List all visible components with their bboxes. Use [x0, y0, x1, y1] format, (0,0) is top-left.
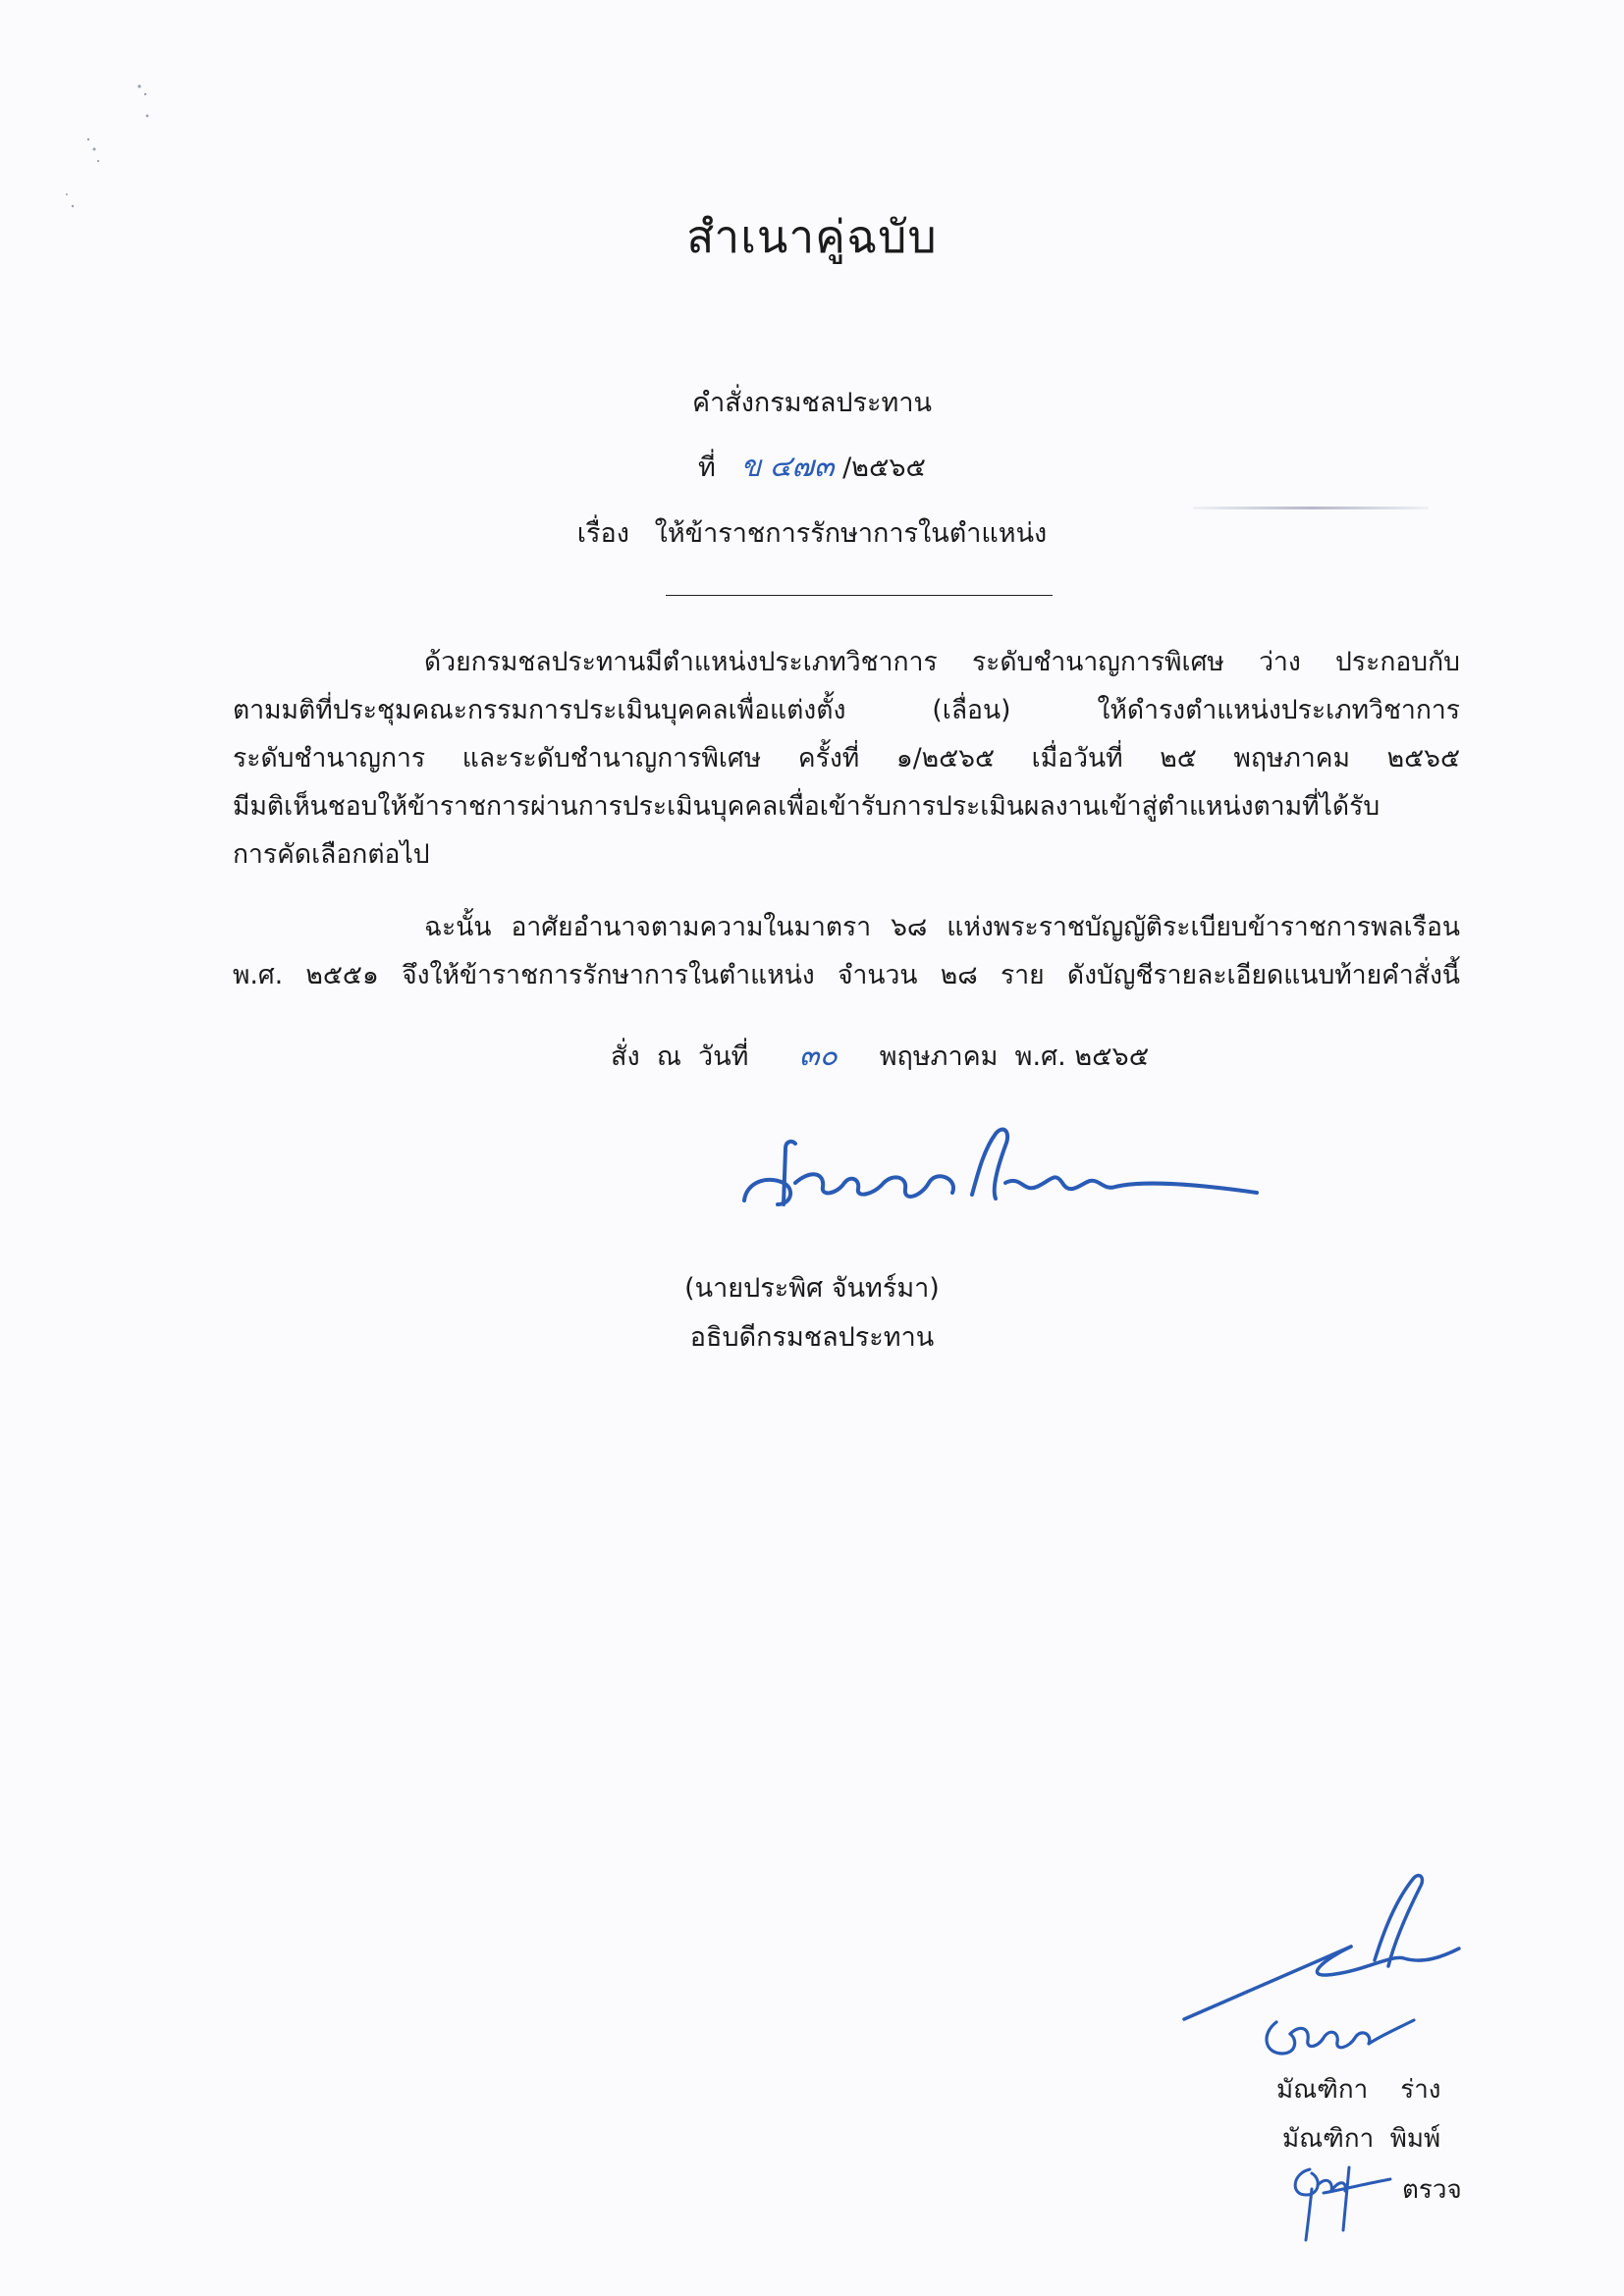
order-number-value: ๔๗๓ — [769, 450, 835, 484]
typist-initial-text: มัณฑิกา พิมพ์ — [1282, 2124, 1441, 2154]
checker-initial-signature — [1284, 2160, 1392, 2248]
scan-smudge — [1193, 507, 1429, 509]
subject-label: เรื่อง — [576, 518, 629, 549]
paragraph-1-line: การคัดเลือกต่อไป — [233, 839, 430, 870]
issuer-line: คำสั่งกรมชลประทาน — [692, 388, 932, 418]
paragraph-2-line: พ.ศ. ๒๕๕๑ จึงให้ข้าราชการรักษาการในตำแหน่ง จำนวน ๒๘ ราย ดังบัญชีรายละเอียดแนบท้ายคำสั่งนี้ — [233, 960, 1460, 990]
subject-text: ให้ข้าราชการรักษาการในตำแหน่ง — [654, 518, 1048, 549]
paragraph-1-line: ด้วยกรมชลประทานมีตำแหน่งประเภทวิชาการ ระดับชำนาญการพิเศษ ว่าง ประกอบกับ — [424, 647, 1460, 677]
scan-speckle — [59, 79, 177, 275]
drafter-initial-text: มัณฑิกา ร่าง — [1276, 2075, 1441, 2105]
order-number-year: /๒๕๖๕ — [842, 453, 926, 483]
order-date-prefix: สั่ง ณ วันที่ — [611, 1041, 749, 1072]
order-date-month-year: พฤษภาคม พ.ศ. ๒๕๖๕ — [879, 1041, 1150, 1072]
order-number-letter: ข — [740, 450, 762, 484]
order-date-day: ๓๐ — [798, 1039, 838, 1073]
subject-divider — [666, 595, 1053, 596]
drafter-initial-signature — [1257, 2002, 1424, 2071]
signatory-name: (นายประพิศ จันทร์มา) — [684, 1273, 940, 1304]
paragraph-1-line: ระดับชำนาญการ และระดับชำนาญการพิเศษ ครั้งที่ ๑/๒๕๖๕ เมื่อวันที่ ๒๕ พฤษภาคม ๒๕๖๕ — [233, 743, 1460, 774]
paragraph-1-line: ตามมติที่ประชุมคณะกรรมการประเมินบุคคลเพื่อแต่งตั้ง (เลื่อน) ให้ดำรงตำแหน่งประเภทวิชาการ — [233, 695, 1460, 725]
paragraph-1-line: มีมติเห็นชอบให้ข้าราชการผ่านการประเมินบุคคลเพื่อเข้ารับการประเมินผลงานเข้าสู่ตำแหน่งตามที่ได้รับ — [233, 791, 1380, 822]
director-signature — [727, 1114, 1276, 1232]
document-header-title: สำเนาคู่ฉบับ — [686, 210, 938, 263]
body-paragraph-1 — [233, 638, 1460, 879]
order-number-prefix: ที่ — [698, 453, 716, 483]
paragraph-2-line: ฉะนั้น อาศัยอำนาจตามความในมาตรา ๖๘ แห่งพระราชบัญญัติระเบียบข้าราชการพลเรือน — [424, 912, 1460, 942]
order-date-line — [611, 1033, 1149, 1079]
order-number-line — [0, 444, 1624, 490]
signatory-position: อธิบดีกรมชลประทาน — [689, 1322, 935, 1353]
subject-line — [0, 511, 1624, 554]
checker-initial-text: ตรวจ — [1402, 2175, 1462, 2205]
body-paragraph-2 — [233, 903, 1460, 999]
